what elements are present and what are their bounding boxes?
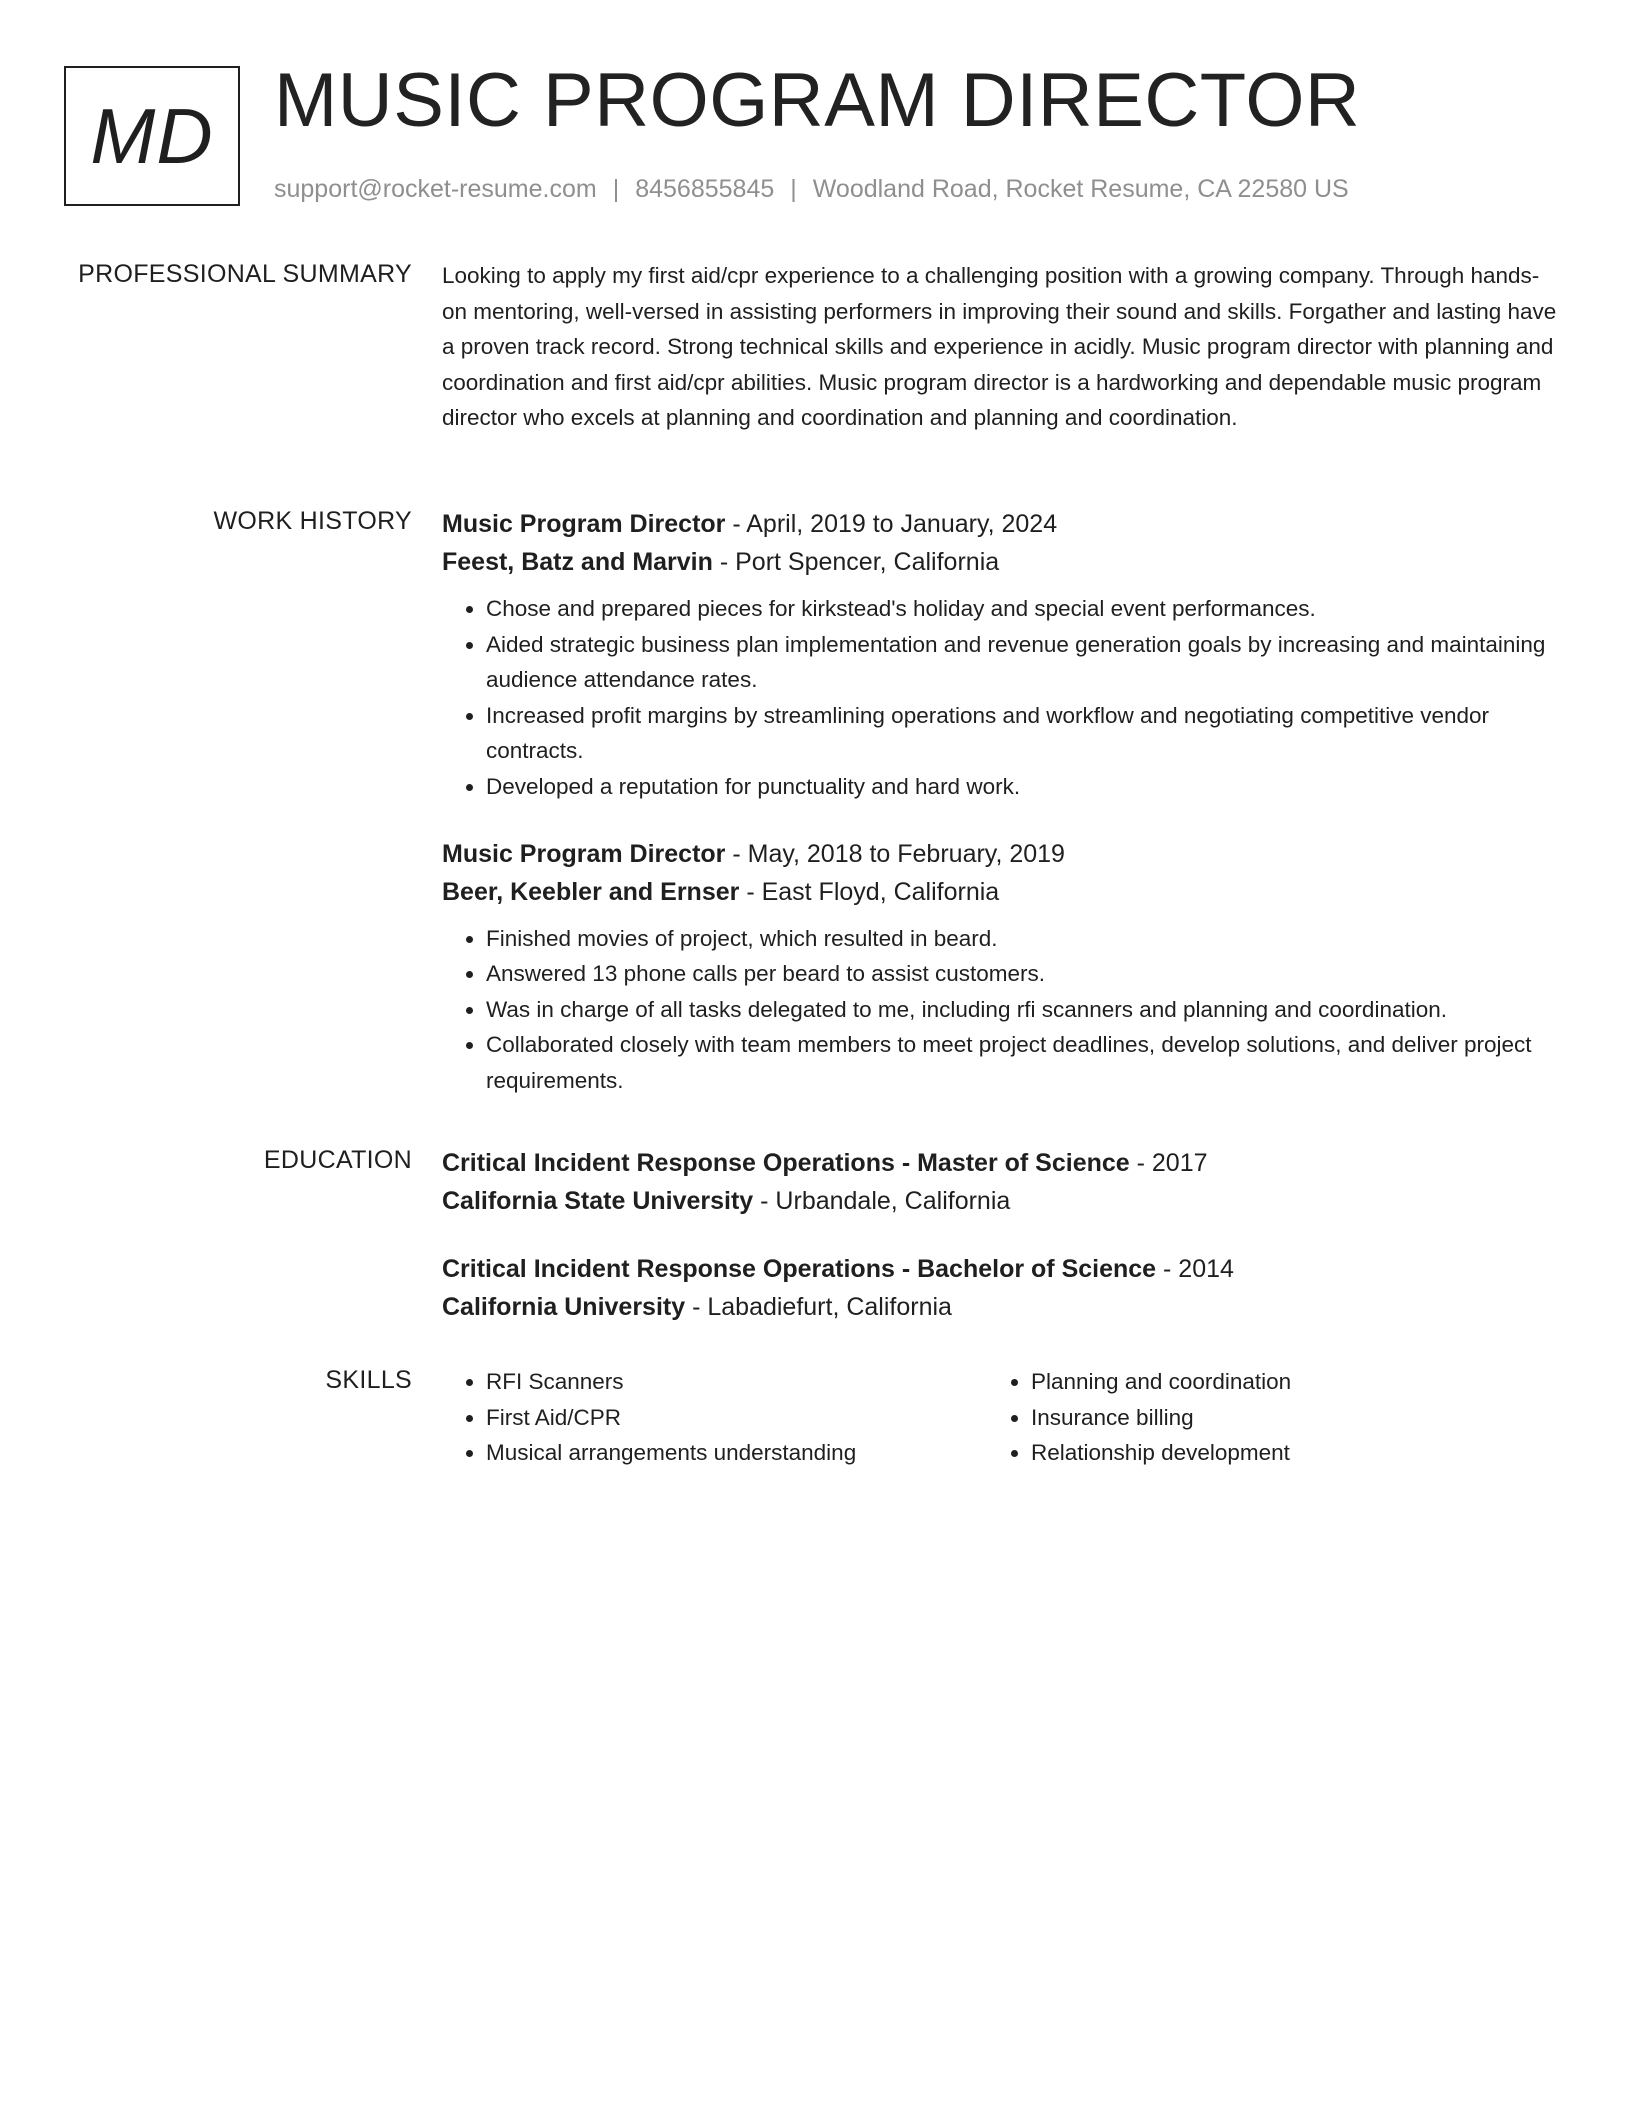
contact-email[interactable]: support@rocket-resume.com	[274, 175, 597, 203]
skills-list	[442, 1364, 987, 1471]
degree-line	[442, 1250, 1562, 1288]
list-item: • Aided strategic business plan implementation and revenue generation goals by increasing and maintaining audience attendance rates.	[486, 627, 1562, 698]
list-item: • Collaborated closely with team members to meet project deadlines, develop solutions, and deliver project requirements.	[486, 1027, 1562, 1098]
education-body	[442, 1144, 1562, 1356]
skill-item: • Insurance billing	[1031, 1400, 1532, 1436]
school-name: California University	[442, 1293, 686, 1321]
list-item: • Finished movies of project, which resulted in beard.	[486, 921, 1562, 957]
job-bullets	[442, 921, 1562, 1099]
school-line	[442, 1182, 1562, 1220]
job-location: - Port Spencer, California	[712, 548, 1000, 576]
job-company: Beer, Keebler and Ernser	[442, 877, 740, 906]
degree-year: - 2017	[1129, 1149, 1208, 1177]
job-dates: - May, 2018 to February, 2019	[725, 839, 1065, 868]
degree-line	[442, 1144, 1562, 1182]
contact-phone[interactable]: 8456855845	[635, 175, 775, 203]
job-company-line	[442, 873, 1562, 911]
education-entry	[442, 1250, 1562, 1326]
skills-grid	[442, 1364, 1562, 1471]
job-company-line	[442, 543, 1562, 581]
list-item: • Was in charge of all tasks delegated to me, including rfi scanners and planning and coordination.	[486, 992, 1562, 1028]
skills-column-right	[987, 1364, 1532, 1471]
degree-name: Critical Incident Response Operations - Bachelor of Science	[442, 1255, 1157, 1283]
section-heading: EDUCATION	[263, 1146, 412, 1174]
section-heading: SKILLS	[325, 1366, 412, 1394]
summary-body	[442, 258, 1562, 436]
section-heading: PROFESSIONAL SUMMARY	[78, 260, 412, 288]
list-item: • Increased profit margins by streamlining operations and workflow and negotiating competitive vendor contracts.	[486, 698, 1562, 769]
job-title-line	[442, 835, 1562, 873]
skill-item: • Relationship development	[1031, 1435, 1532, 1471]
list-item: • Developed a reputation for punctuality and hard work.	[486, 769, 1562, 805]
school-line	[442, 1288, 1562, 1326]
education-entry	[442, 1144, 1562, 1220]
skill-item: • Musical arrangements understanding	[486, 1435, 987, 1471]
list-item: • Answered 13 phone calls per beard to assist customers.	[486, 956, 1562, 992]
list-item: • Chose and prepared pieces for kirkstead's holiday and special event performances.	[486, 591, 1562, 627]
work-history-body	[442, 505, 1562, 1129]
contact-separator: |	[612, 175, 620, 203]
section-heading: WORK HISTORY	[213, 507, 412, 535]
skills-list	[987, 1364, 1532, 1471]
skills-column-left	[442, 1364, 987, 1471]
skill-item: • Planning and coordination	[1031, 1364, 1532, 1400]
contact-separator: |	[790, 175, 797, 203]
contact-address: Woodland Road, Rocket Resume, CA 22580 US	[812, 175, 1349, 203]
job-title: Music Program Director	[442, 839, 726, 868]
job-title: Music Program Director	[442, 510, 726, 538]
contact-line	[274, 174, 1349, 204]
skill-item: • RFI Scanners	[486, 1364, 987, 1400]
school-name: California State University	[442, 1187, 754, 1215]
summary-text: Looking to apply my first aid/cpr experience to a challenging position with a growing company. Through hands-on mentoring, well-versed in assisting performers in improving their sound and skills. Forgather and lasting have a proven track record. Strong technical skills and experience in acidly. Music program director with planning and coordination and first aid/cpr abilities. Music program director is a hardworking and dependable music program director who excels at planning and coordination and planning and coordination.	[442, 263, 1557, 431]
skill-item: • First Aid/CPR	[486, 1400, 987, 1436]
school-location: - Labadiefurt, California	[685, 1293, 952, 1321]
job-bullets	[442, 591, 1562, 805]
job-dates: - April, 2019 to January, 2024	[725, 510, 1058, 538]
job-company: Feest, Batz and Marvin	[442, 548, 713, 576]
monogram-badge: MD	[64, 66, 240, 206]
job-entry	[442, 835, 1562, 1099]
job-title-line	[442, 505, 1562, 543]
degree-name: Critical Incident Response Operations - Master of Science	[442, 1149, 1130, 1177]
page-title: MUSIC PROGRAM DIRECTOR	[274, 58, 1361, 143]
skills-body	[442, 1364, 1562, 1471]
job-location: - East Floyd, California	[739, 877, 1000, 906]
job-entry	[442, 505, 1562, 805]
degree-year: - 2014	[1156, 1255, 1234, 1283]
school-location: - Urbandale, California	[753, 1187, 1011, 1215]
